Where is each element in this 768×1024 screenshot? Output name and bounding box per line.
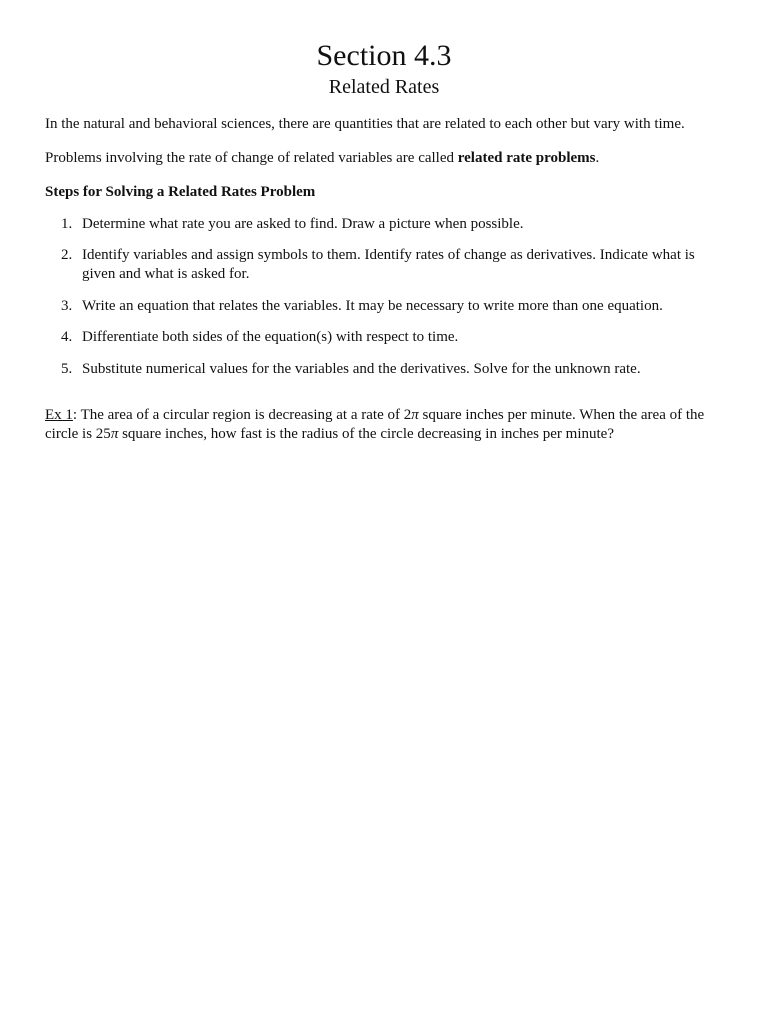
example-problem <box>45 406 730 444</box>
definition-paragraph <box>45 149 730 168</box>
step-text: Write an equation that relates the variables. It may be necessary to write more than one equation. <box>82 298 663 314</box>
step-number: 5. <box>61 361 73 377</box>
step-text: Differentiate both sides of the equation(s) with respect to time. <box>82 329 459 345</box>
step-item <box>45 328 730 347</box>
steps-list <box>45 215 730 379</box>
page-title: Section 4.3 <box>316 39 452 72</box>
step-text: Determine what rate you are asked to find. Draw a picture when possible. <box>82 216 524 232</box>
step-text: Identify variables and assign symbols to them. Identify rates of change as derivatives. Indicate what is given and what is asked for. <box>82 247 695 282</box>
pi-symbol: π <box>411 407 419 423</box>
step-text: Substitute numerical values for the variables and the derivatives. Solve for the unknown rate. <box>82 361 641 377</box>
example-label: Ex 1 <box>45 407 73 423</box>
step-item <box>45 360 730 379</box>
example-text-part: : The area of a circular region is decreasing at a rate of 2 <box>72 407 412 423</box>
example-text-part: square inches per minute. When the area of the circle is 25 <box>45 407 705 442</box>
step-item <box>45 297 730 316</box>
definition-suffix: . <box>595 150 600 166</box>
steps-heading: Steps for Solving a Related Rates Problem <box>45 184 316 200</box>
step-number: 2. <box>61 247 73 263</box>
intro-paragraph: In the natural and behavioral sciences, there are quantities that are related to each other but vary with time. <box>45 116 685 132</box>
page-subtitle: Related Rates <box>328 76 440 98</box>
pi-symbol: π <box>110 426 119 442</box>
step-number: 4. <box>61 329 73 345</box>
step-number: 3. <box>61 298 73 314</box>
definition-term: related rate problems <box>457 150 596 166</box>
definition-prefix: Problems involving the rate of change of related variables are called <box>45 150 458 166</box>
step-item <box>45 215 730 234</box>
example-text-part: square inches, how fast is the radius of the circle decreasing in inches per minute? <box>118 426 614 442</box>
step-item <box>45 246 730 284</box>
step-number: 1. <box>61 216 73 232</box>
